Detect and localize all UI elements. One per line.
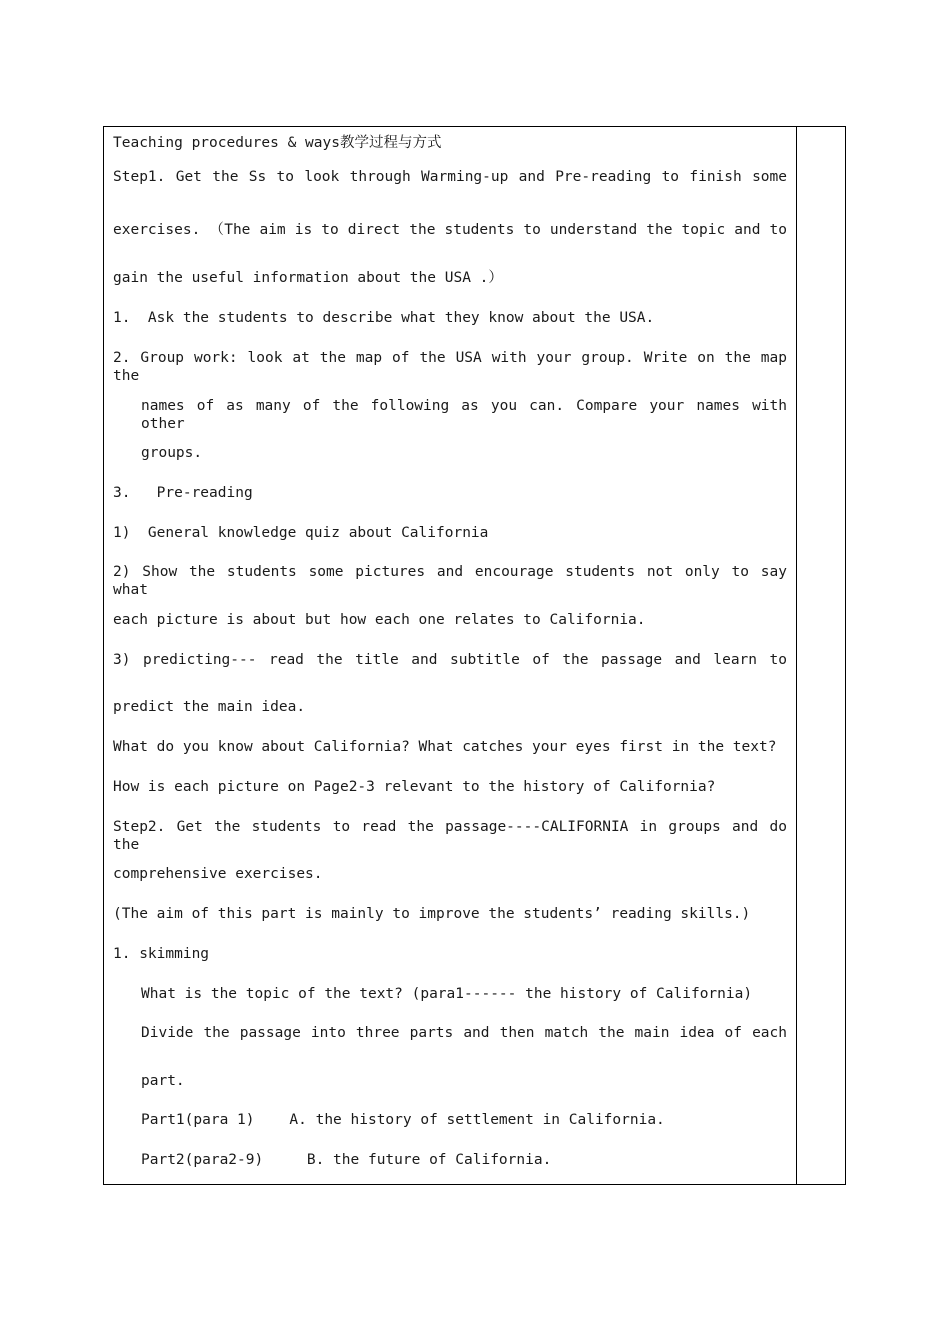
main-cell bbox=[104, 127, 796, 1184]
skimming-question: What is the topic of the text? (para1------ the history of California) bbox=[141, 986, 753, 1002]
step1-line: Step1. Get the Ss to look through Warming-up and Pre-reading to finish some bbox=[113, 169, 787, 185]
item-2-cont: names of as many of the following as you can. Compare your names with other bbox=[141, 398, 787, 432]
item-1: 1. Ask the students to describe what they know about the USA. bbox=[113, 310, 655, 326]
step2-aim: (The aim of this part is mainly to improve the students’ reading skills.) bbox=[113, 906, 751, 922]
part2-line: Part2(para2-9) B. the future of California. bbox=[141, 1152, 552, 1168]
subitem-3-cont: predict the main idea. bbox=[113, 699, 306, 715]
question-1: What do you know about California? What catches your eyes first in the text? bbox=[113, 739, 777, 755]
step1-aim-cont: gain the useful information about the USA .） bbox=[113, 270, 503, 286]
step2-cont: comprehensive exercises. bbox=[113, 866, 323, 882]
item-2-end: groups. bbox=[141, 445, 203, 461]
lesson-table bbox=[103, 126, 846, 1185]
step1-aim-line: exercises. （The aim is to direct the students to understand the topic and to bbox=[113, 222, 787, 238]
subitem-3: 3) predicting--- read the title and subtitle of the passage and learn to bbox=[113, 652, 787, 668]
item-3: 3. Pre-reading bbox=[113, 485, 253, 501]
subitem-1: 1) General knowledge quiz about California bbox=[113, 525, 489, 541]
step2-line: Step2. Get the students to read the passage----CALIFORNIA in groups and do the bbox=[113, 819, 787, 853]
question-2: How is each picture on Page2-3 relevant to the history of California? bbox=[113, 779, 716, 795]
subitem-2-cont: each picture is about but how each one relates to California. bbox=[113, 612, 646, 628]
divide-cont: part. bbox=[141, 1073, 185, 1089]
column-divider bbox=[796, 127, 797, 1184]
skimming-heading: 1. skimming bbox=[113, 946, 210, 962]
section-header: Teaching procedures & ways教学过程与方式 bbox=[113, 135, 442, 151]
part1-line: Part1(para 1) A. the history of settlement in California. bbox=[141, 1112, 665, 1128]
item-2: 2. Group work: look at the map of the USA with your group. Write on the map the bbox=[113, 350, 787, 384]
divide-line: Divide the passage into three parts and then match the main idea of each bbox=[141, 1025, 787, 1041]
subitem-2: 2) Show the students some pictures and encourage students not only to say what bbox=[113, 564, 787, 598]
